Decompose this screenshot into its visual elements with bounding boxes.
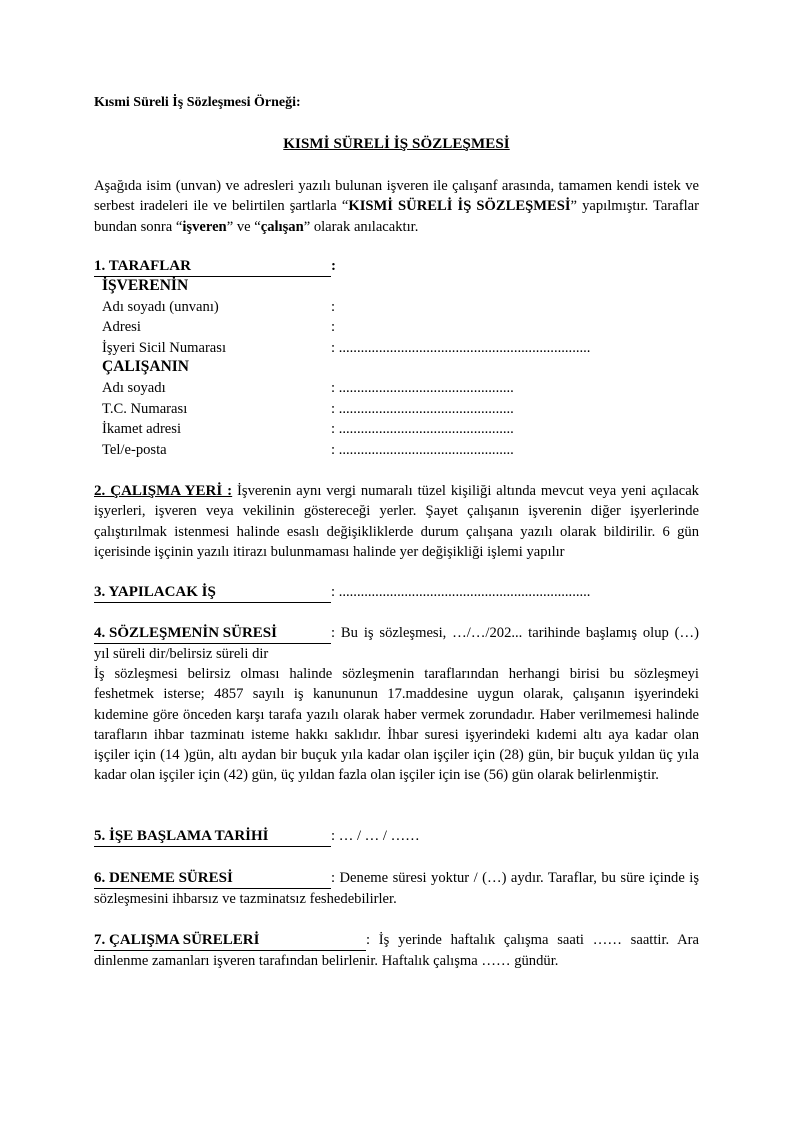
section7-text: : İş yerinde haftalık çalışma saati …… saattir. Ara dinlenme zamanları işveren tarafından belirlenir. Haftalık çalışma …… gündür.: [94, 932, 699, 970]
employee-contact-value: : ................................................: [331, 442, 514, 458]
section2-paragraph: [94, 481, 699, 562]
section2-title: 2. ÇALIŞMA YERİ :: [94, 483, 233, 499]
section4-paragraph: [94, 623, 699, 665]
employee-tc-label: T.C. Numarası: [102, 401, 188, 417]
employer-heading: İŞVERENİN: [102, 277, 189, 294]
section6-text: : Deneme süresi yoktur / (…) aydır. Taraflar, bu süre içinde iş sözleşmesini ihbarsız ve tazminatsız feshedebilirler.: [94, 870, 699, 908]
employee-contact-label: Tel/e-posta: [102, 442, 167, 458]
section4-notice-paragraph: İş sözleşmesi belirsiz olması halinde sözleşmenin taraflarından herhangi birisi bu sözleşmeyi feshetmek isterse; 4857 sayılı iş kanununun 17.maddesine uygun olarak, çalışanın işyerindeki kıdemine göre önceden karşı tarafa yazılı olarak haber vermek zorundadır. Haber verilmemesi halinde tarafların ihbar tazminatı isteme hakkı saklıdır. İhbar suresi işyerindeki kıdemi altı aya kadar olan işçiler için (14 )gün, altı aydan bir buçuk yıla kadar olan işçiler için (28) gün, bir buçuk yıldan üç yıla kadar olan işçiler için (42) gün, üç yıldan fazla olan işçiler için ise (56) gün olarak belirlenmiştir.: [94, 666, 699, 784]
section1-heading: [94, 256, 339, 277]
section7-title: 7. ÇALIŞMA SÜRELERİ: [94, 930, 366, 951]
employee-address-value: : ................................................: [331, 421, 514, 437]
intro-part3: ” ve “: [226, 218, 261, 235]
intro-part2: ” yapılmıştır. Taraflar bundan sonra “: [94, 198, 699, 235]
section2-text: İşverenin aynı vergi numaralı tüzel kişiliği altında mevcut veya yeni açılacak işyerleri, işveren veya vekilinin göstereceği yerler. Şayet çalışanın işverenin diğer işyerlerinde çalıştırılmak istenmesi halinde esaslı değişikliklerde durum çalışana yazılı olarak bildirilir. 6 gün içerisinde işçinin yazılı itirazı bulunmaması halinde yer değişikliği işlemi yapılır: [94, 483, 699, 560]
employee-name-value: : ................................................: [331, 380, 514, 396]
section6-title: 6. DENEME SÜRESİ: [94, 868, 331, 889]
section1-colon: :: [331, 258, 336, 274]
employee-address-label: İkamet adresi: [102, 421, 182, 437]
section5-heading: [94, 826, 654, 847]
employer-registry-value: : .....................................................................: [331, 340, 591, 356]
section1-title: 1. TARAFLAR: [94, 256, 331, 277]
intro-term-employer: işveren: [182, 218, 227, 235]
section4-title: 4. SÖZLEŞMENİN SÜRESİ: [94, 623, 331, 644]
employee-heading: ÇALIŞANIN: [102, 358, 189, 375]
employer-name-label: Adı soyadı (unvanı): [102, 299, 219, 315]
section3-value: : .....................................................................: [331, 584, 591, 600]
employer-name-value: :: [331, 299, 336, 315]
section5-title: 5. İŞE BAŞLAMA TARİHİ: [94, 826, 331, 847]
employee-name-label: Adı soyadı: [102, 380, 166, 396]
intro-paragraph: [94, 176, 699, 237]
intro-part1: Aşağıda isim (unvan) ve adresleri yazılı bulunan işveren ile çalışanf arasında, tamamen kendi istek ve serbest iradeleri ile ve belirtilen şartlarla “: [94, 178, 699, 215]
employer-registry-label: İşyeri Sicil Numarası: [102, 340, 227, 356]
section5-value: : … / … / ……: [331, 828, 420, 844]
employer-address-label: Adresi: [102, 319, 141, 335]
section4-text1: : Bu iş sözleşmesi, …/…/202... tarihinde başlamış olup (…) yıl süreli dir/belirsiz süreli dir: [94, 625, 699, 663]
section3-title: 3. YAPILACAK İŞ: [94, 582, 331, 603]
document-label: Kısmi Süreli İş Sözleşmesi Örneği:: [94, 95, 301, 110]
employer-address-value: :: [331, 319, 336, 335]
section7-paragraph: [94, 930, 699, 972]
document-title: KISMİ SÜRELİ İŞ SÖZLEŞMESİ: [283, 136, 510, 152]
section6-paragraph: [94, 868, 699, 910]
intro-term-employee: çalışan: [260, 218, 304, 235]
section3-heading: [94, 582, 654, 603]
employee-tc-value: : ................................................: [331, 401, 514, 417]
intro-part4: ” olarak anılacaktır.: [303, 218, 419, 235]
intro-contract-name: KISMİ SÜRELİ İŞ SÖZLEŞMESİ: [348, 198, 571, 215]
